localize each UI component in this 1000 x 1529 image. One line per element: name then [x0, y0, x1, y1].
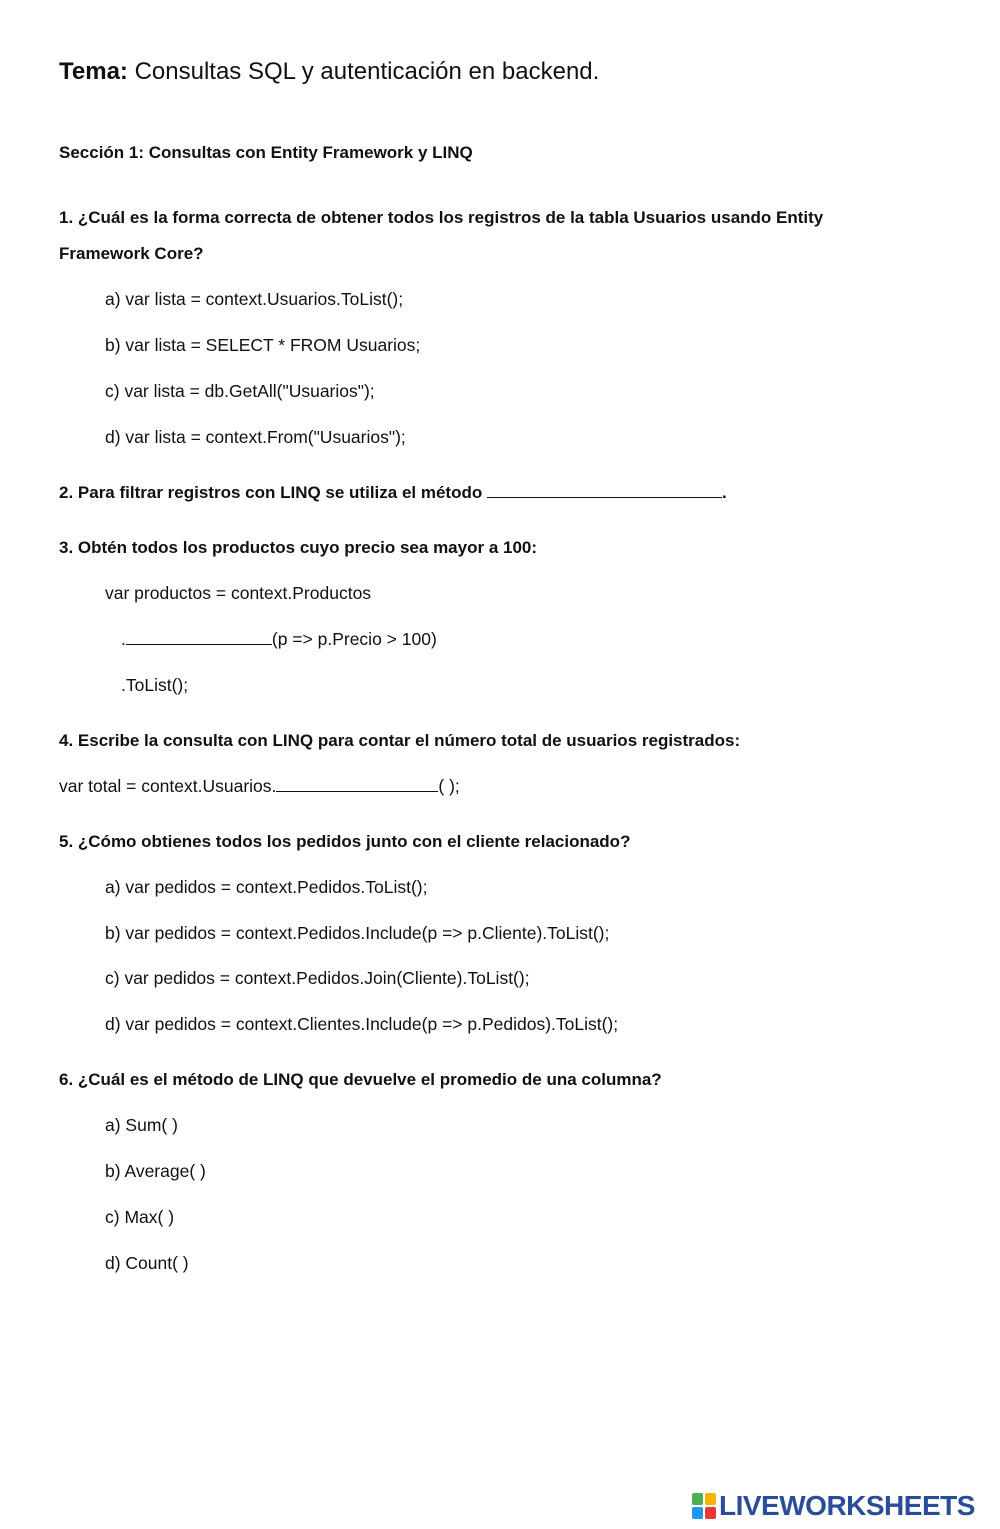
question-1-option-d[interactable]: d) var lista = context.From("Usuarios"); — [105, 427, 406, 447]
question-5-text: 5. ¿Cómo obtienes todos los pedidos junto con el cliente relacionado? — [59, 832, 631, 851]
title-text: Consultas SQL y autenticación en backend. — [127, 58, 600, 85]
question-3-code-line-3: .ToList(); — [121, 675, 189, 695]
question-4-text: 4. Escribe la consulta con LINQ para contar el número total de usuarios registrados: — [59, 731, 741, 750]
question-3-text: 3. Obtén todos los productos cuyo precio sea mayor a 100: — [59, 538, 538, 557]
question-2-end: . — [721, 483, 727, 502]
question-1-line-2: Framework Core? — [59, 244, 204, 263]
question-6-option-a[interactable]: a) Sum( ) — [105, 1115, 178, 1135]
question-1-option-b[interactable]: b) var lista = SELECT * FROM Usuarios; — [105, 335, 421, 355]
question-2-text: 2. Para filtrar registros con LINQ se utiliza el método — [59, 483, 483, 502]
question-4-code — [59, 776, 460, 797]
question-1-option-c[interactable]: c) var lista = db.GetAll("Usuarios"); — [105, 381, 375, 401]
question-6-option-b[interactable]: b) Average( ) — [105, 1161, 206, 1181]
title-label: Tema: — [59, 58, 128, 85]
question-6-option-d[interactable]: d) Count( ) — [105, 1253, 189, 1273]
question-5-option-a[interactable]: a) var pedidos = context.Pedidos.ToList(); — [105, 877, 428, 897]
page-title — [59, 58, 599, 86]
liveworksheets-brand: LIVEWORKSHEETS — [719, 1490, 975, 1521]
question-2-answer-blank[interactable] — [487, 484, 722, 498]
question-1-line-1: 1. ¿Cuál es la forma correcta de obtener todos los registros de la tabla Usuarios usando Entity — [59, 208, 824, 227]
question-3-code-line-2 — [121, 629, 437, 650]
liveworksheets-logo-icon — [692, 1493, 716, 1519]
question-3-code-suffix: (p => p.Precio > 100) — [271, 629, 437, 649]
question-5-option-b[interactable]: b) var pedidos = context.Pedidos.Include(p => p.Cliente).ToList(); — [105, 923, 610, 943]
question-5-option-c[interactable]: c) var pedidos = context.Pedidos.Join(Cliente).ToList(); — [105, 968, 530, 988]
question-5-option-d[interactable]: d) var pedidos = context.Clientes.Include(p => p.Pedidos).ToList(); — [105, 1014, 619, 1034]
question-4-code-suffix: ( ); — [438, 776, 460, 796]
question-4-code-prefix: var total = context.Usuarios. — [59, 776, 277, 796]
section-heading: Sección 1: Consultas con Entity Framework y LINQ — [59, 143, 473, 162]
question-6-option-c[interactable]: c) Max( ) — [105, 1207, 175, 1227]
question-3-answer-blank[interactable] — [126, 631, 272, 645]
liveworksheets-logo — [692, 1489, 975, 1523]
question-4-answer-blank[interactable] — [276, 778, 438, 792]
question-3-code-prefix: . — [121, 629, 126, 649]
question-1-option-a[interactable]: a) var lista = context.Usuarios.ToList(); — [105, 289, 404, 309]
question-6-text: 6. ¿Cuál es el método de LINQ que devuelve el promedio de una columna? — [59, 1070, 662, 1089]
question-3-code-line-1: var productos = context.Productos — [105, 583, 372, 603]
question-2 — [59, 483, 727, 503]
